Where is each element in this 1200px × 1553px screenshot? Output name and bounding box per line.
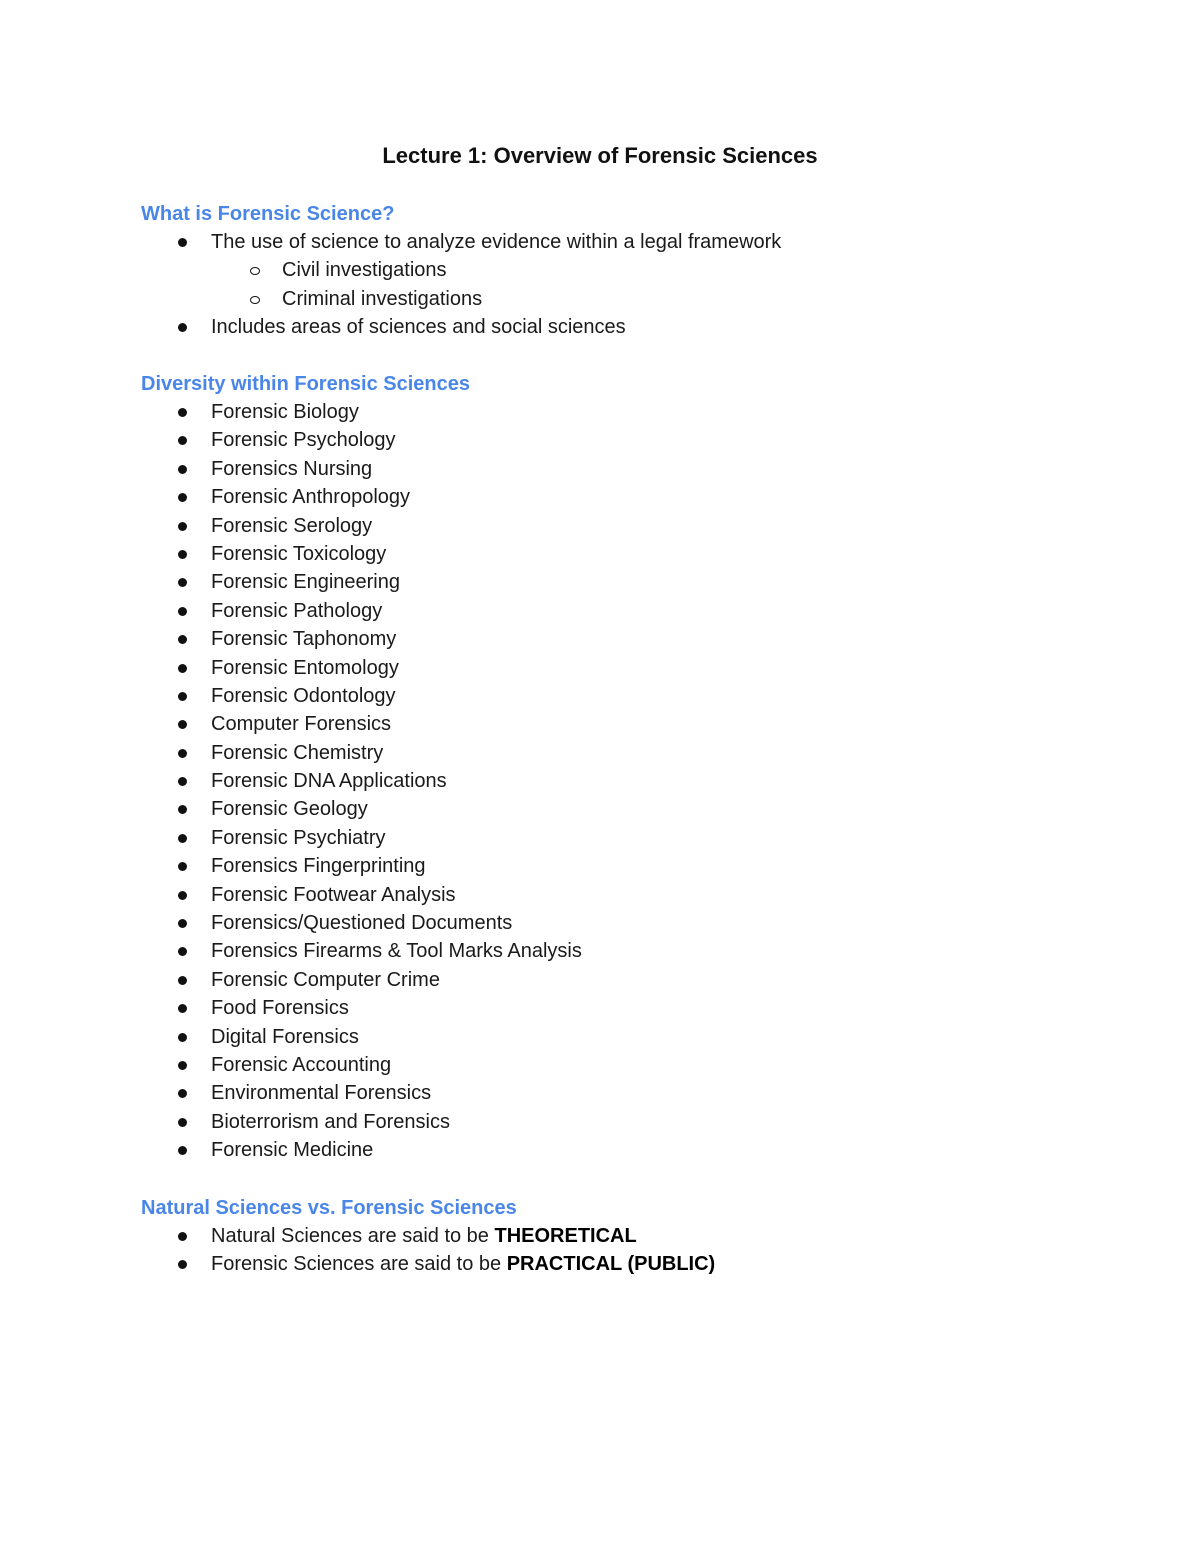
list-item-text: Forensic Chemistry bbox=[211, 741, 384, 764]
list-item-text: Forensic Anthropology bbox=[211, 486, 411, 509]
bullet-icon bbox=[178, 947, 187, 956]
list-item bbox=[141, 455, 1141, 483]
list-item bbox=[141, 1079, 1141, 1107]
bullet-icon bbox=[178, 635, 187, 644]
list-item-text: Forensic Geology bbox=[211, 798, 368, 821]
list-item-text: Forensic Psychiatry bbox=[211, 826, 386, 849]
list-item bbox=[141, 881, 1141, 909]
list-item-text: Forensic Medicine bbox=[211, 1139, 374, 1162]
bullet-icon bbox=[178, 465, 187, 474]
bullet-icon bbox=[178, 1118, 187, 1127]
hollow-bullet-icon bbox=[250, 296, 260, 304]
list-item bbox=[141, 767, 1141, 795]
bullet-icon bbox=[178, 919, 187, 928]
bullet-icon bbox=[178, 777, 187, 786]
list-item-text: Forensics/Questioned Documents bbox=[211, 912, 513, 935]
bullet-icon bbox=[178, 891, 187, 900]
section-diversity bbox=[141, 370, 1141, 1165]
list-item-text: Forensic Serology bbox=[211, 514, 373, 537]
bullet-icon bbox=[178, 607, 187, 616]
list-item bbox=[141, 1222, 1141, 1250]
bullet-icon bbox=[178, 493, 187, 502]
list-item-text: Forensic Psychology bbox=[211, 429, 396, 452]
list-item-text: Food Forensics bbox=[211, 997, 349, 1020]
list-item bbox=[141, 625, 1141, 653]
bullet-icon bbox=[178, 238, 187, 247]
page-title: Lecture 1: Overview of Forensic Sciences bbox=[382, 143, 818, 168]
list-item bbox=[141, 1023, 1141, 1051]
bullet-icon bbox=[178, 692, 187, 701]
list-item bbox=[141, 710, 1141, 738]
emphasis-text: PRACTICAL (PUBLIC) bbox=[506, 1253, 716, 1276]
list-item bbox=[141, 654, 1141, 682]
list-item-text: Forensic Entomology bbox=[211, 656, 399, 679]
list-item-text: Forensic Sciences are said to be bbox=[211, 1253, 507, 1276]
bullet-icon bbox=[178, 550, 187, 559]
list-item bbox=[141, 852, 1141, 880]
list-item-text: Forensics Firearms & Tool Marks Analysis bbox=[211, 940, 582, 963]
bullet-icon bbox=[178, 720, 187, 729]
bullet-icon bbox=[178, 436, 187, 445]
list-item-text: The use of science to analyze evidence within a legal framework bbox=[211, 231, 782, 253]
bullet-icon bbox=[178, 805, 187, 814]
list-item bbox=[141, 568, 1141, 596]
emphasis-text: THEORETICAL bbox=[494, 1225, 637, 1247]
list-subitem bbox=[141, 285, 1141, 313]
list-item bbox=[141, 512, 1141, 540]
section-heading: Diversity within Forensic Sciences bbox=[141, 373, 471, 395]
list-item-text: Forensic Pathology bbox=[211, 599, 383, 622]
bullet-icon bbox=[178, 1146, 187, 1155]
bullet-icon bbox=[178, 1089, 187, 1098]
bullet-icon bbox=[178, 1033, 187, 1042]
section-heading: What is Forensic Science? bbox=[141, 203, 395, 225]
bullet-icon bbox=[178, 1004, 187, 1013]
list-item bbox=[141, 398, 1141, 426]
list-item bbox=[141, 966, 1141, 994]
list-item bbox=[141, 1108, 1141, 1136]
bullet-list bbox=[141, 398, 1141, 1165]
list-item-text: Forensic Toxicology bbox=[211, 542, 387, 565]
bullet-icon bbox=[178, 408, 187, 417]
list-item-text: Includes areas of sciences and social sciences bbox=[211, 316, 626, 339]
list-item bbox=[141, 1051, 1141, 1079]
bullet-icon bbox=[178, 1232, 187, 1241]
bullet-icon bbox=[178, 976, 187, 985]
list-item bbox=[141, 1250, 1141, 1278]
section-heading: Natural Sciences vs. Forensic Sciences bbox=[141, 1197, 517, 1219]
list-item bbox=[141, 228, 1141, 256]
list-item bbox=[141, 824, 1141, 852]
list-item-text: Forensic Footwear Analysis bbox=[211, 883, 456, 906]
list-item-text: Natural Sciences are said to be bbox=[211, 1225, 495, 1247]
list-item-text: Forensic Computer Crime bbox=[211, 968, 440, 991]
list-item-text: Computer Forensics bbox=[211, 713, 392, 736]
bullet-icon bbox=[178, 578, 187, 587]
list-item-text: Digital Forensics bbox=[211, 1025, 359, 1048]
section-natural-vs-forensic bbox=[141, 1194, 1141, 1279]
list-item-text: Forensic DNA Applications bbox=[211, 770, 447, 793]
list-item bbox=[141, 483, 1141, 511]
list-item bbox=[141, 682, 1141, 710]
bullet-icon bbox=[178, 834, 187, 843]
list-item-text: Bioterrorism and Forensics bbox=[211, 1110, 450, 1133]
list-subitem-text: Civil investigations bbox=[282, 259, 447, 282]
list-item bbox=[141, 937, 1141, 965]
list-item bbox=[141, 994, 1141, 1022]
list-item bbox=[141, 795, 1141, 823]
list-item bbox=[141, 909, 1141, 937]
list-item bbox=[141, 313, 1141, 341]
bullet-list bbox=[141, 1222, 1141, 1279]
bullet-icon bbox=[178, 522, 187, 531]
bullet-icon bbox=[178, 749, 187, 758]
list-item bbox=[141, 739, 1141, 767]
section-what-is-forensic-science bbox=[141, 200, 1141, 342]
list-item-text: Forensics Nursing bbox=[211, 457, 373, 480]
bullet-icon bbox=[178, 1061, 187, 1070]
hollow-bullet-icon bbox=[250, 267, 260, 275]
list-item-text: Forensic Biology bbox=[211, 401, 359, 423]
bullet-icon bbox=[178, 1260, 187, 1269]
list-item bbox=[141, 597, 1141, 625]
list-item bbox=[141, 540, 1141, 568]
bullet-icon bbox=[178, 862, 187, 871]
bullet-icon bbox=[178, 323, 187, 332]
list-item bbox=[141, 426, 1141, 454]
bullet-icon bbox=[178, 664, 187, 673]
list-item-text: Environmental Forensics bbox=[211, 1082, 432, 1105]
list-item-text: Forensic Engineering bbox=[211, 571, 400, 594]
list-subitem bbox=[141, 256, 1141, 284]
list-item-text: Forensics Fingerprinting bbox=[211, 855, 426, 878]
list-item-text: Forensic Accounting bbox=[211, 1053, 392, 1076]
list-item-text: Forensic Odontology bbox=[211, 684, 396, 707]
list-item-text: Forensic Taphonomy bbox=[211, 628, 397, 651]
bullet-list bbox=[141, 228, 1141, 342]
list-item bbox=[141, 1136, 1141, 1164]
list-subitem-text: Criminal investigations bbox=[282, 287, 483, 310]
